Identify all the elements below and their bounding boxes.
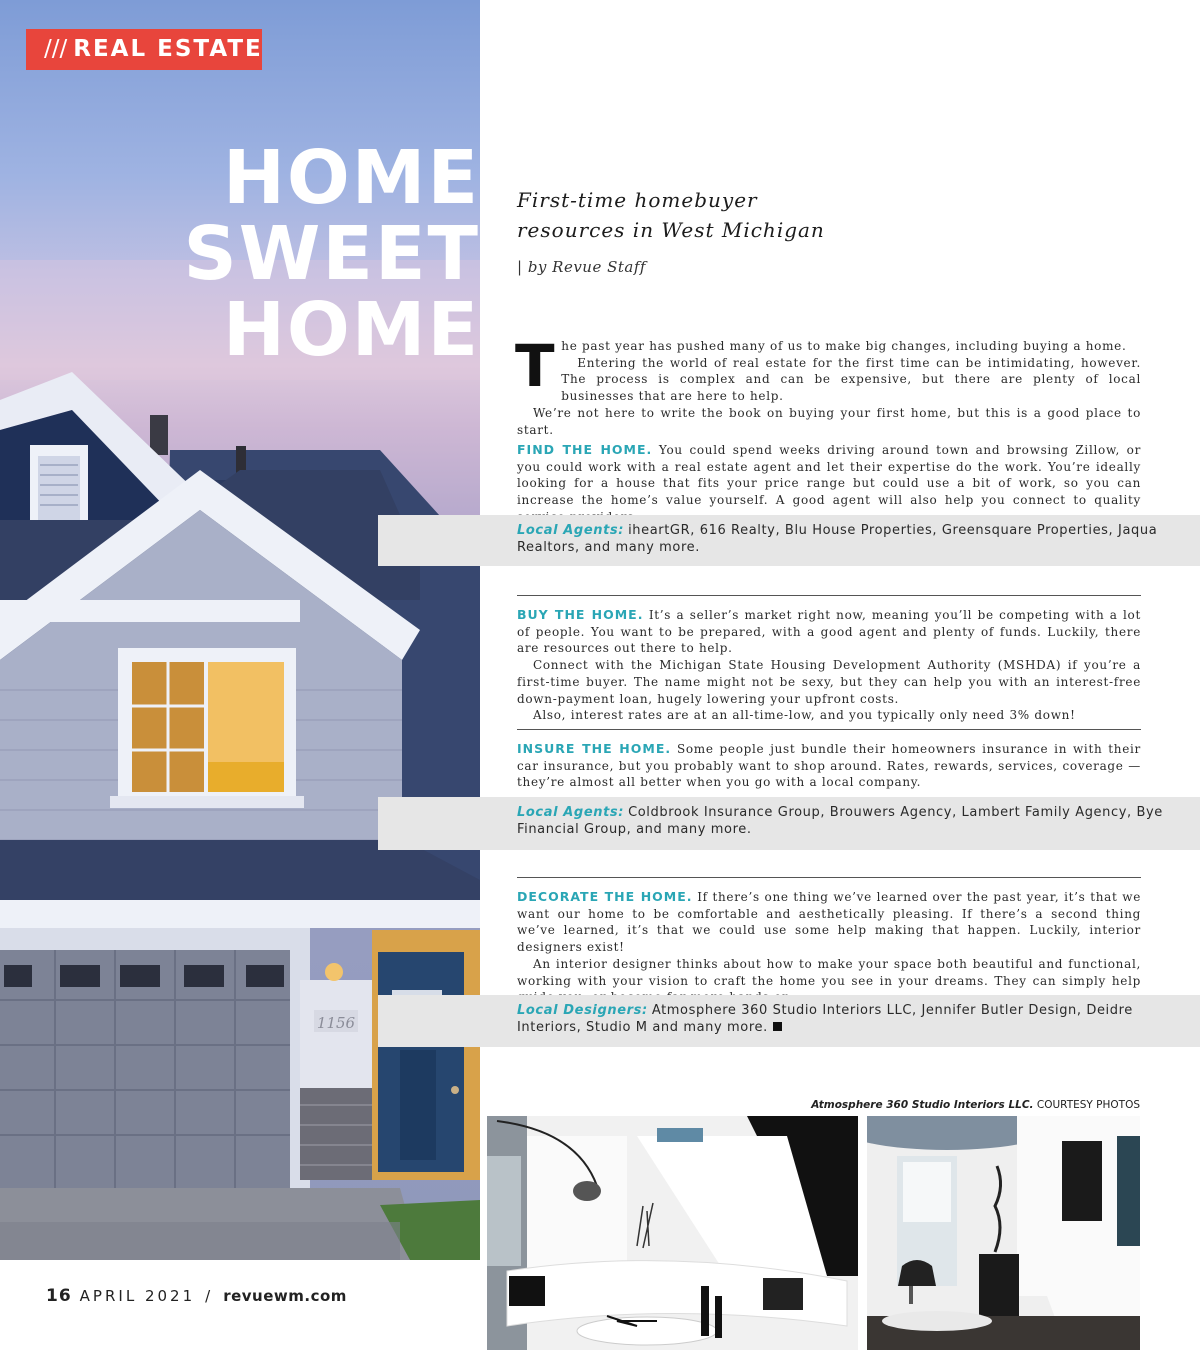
- intro-paragraph-3: We’re not here to write the book on buying your first home, but this is a good place to start.: [517, 405, 1141, 437]
- section-buy-paragraph-1: It’s a seller’s market right now, meaning you’ll be competing with a lot of people. You want to be prepared, with a good agent and plenty of funds. Luckily, there are resources out there to help.: [517, 608, 1141, 656]
- band-label: Local Agents:: [517, 523, 625, 538]
- headline-line-1: HOME: [222, 135, 480, 221]
- subtitle-line-1: First-time homebuyer: [517, 188, 758, 212]
- divider-rule: [517, 595, 1141, 596]
- intro-text: [515, 332, 1141, 438]
- interior-photo-lounge: [867, 1116, 1140, 1350]
- section-decorate-paragraph-2: An interior designer thinks about how to make your space both beautiful and functional, working with your vision to craft the home you see in your dreams. They can simply help: [517, 956, 1141, 988]
- section-buy: [517, 607, 1141, 724]
- section-heading-insure: INSURE THE HOME.: [517, 741, 672, 756]
- house-number: 1156: [316, 1014, 356, 1032]
- band-label: Local Designers:: [517, 1003, 648, 1018]
- drop-cap: T: [515, 332, 556, 400]
- section-heading-decorate: DECORATE THE HOME.: [517, 889, 693, 904]
- website-link[interactable]: revuewm.com: [223, 1287, 347, 1305]
- section-decorate-paragraph-1: If there’s one thing we’ve learned over the past year, it’s that we want our home to be comfortable and aesthetically pleasing. If there’s a second thing we’ve learned, it’s that we could use some help making that happen. Luckily, interior designers exist!: [517, 890, 1141, 955]
- article-subtitle: [517, 185, 937, 245]
- band-text: Coldbrook Insurance Group, Brouwers Agency, Lambert Family Agency, Bye Financial Group, and many more.: [517, 805, 1163, 837]
- interior-photo-living-room: [487, 1116, 858, 1350]
- page-number: 16: [46, 1286, 72, 1306]
- band-label: Local Agents:: [517, 805, 625, 820]
- interior-illustration-2: [867, 1116, 1140, 1350]
- tag-slashes: ///: [44, 36, 68, 62]
- section-insure-paragraph: Some people just bundle their homeowners insurance in with their car insurance, but you probably want to shop around. Rates, rewards, services, coverage — they’re almost all better when you go with a local company.: [517, 742, 1141, 790]
- page-folio: [46, 1286, 347, 1306]
- band-text: iheartGR, 616 Realty, Blu House Properties, Greensquare Properties, Jaqua Realtors, and many more.: [517, 523, 1158, 555]
- intro-paragraph-2: Entering the world of real estate for the first time can be intimidating, however. The process is complex and can be expensive, but there are plenty of local businesses that are here to help.: [561, 355, 1141, 404]
- interior-illustration-1: [487, 1116, 858, 1350]
- tag-label: REAL ESTATE: [73, 36, 263, 62]
- folio-separator: /: [205, 1287, 214, 1305]
- band-text: Atmosphere 360 Studio Interiors LLC, Jennifer Butler Design, Deidre Interiors, Studio M and many more.: [517, 1003, 1133, 1035]
- divider-rule: [517, 877, 1141, 878]
- page-headline: [183, 135, 481, 373]
- section-insure: [517, 741, 1141, 791]
- divider-rule: [517, 729, 1141, 730]
- issue-date: APRIL 2021: [79, 1287, 196, 1305]
- headline-line-3: HOME: [222, 287, 480, 373]
- photo-courtesy: COURTESY PHOTOS: [1033, 1099, 1140, 1111]
- local-agents-band-2: [378, 797, 1200, 850]
- end-square-icon: [773, 1022, 782, 1031]
- section-decorate: [517, 889, 1141, 1006]
- section-heading-find: FIND THE HOME.: [517, 442, 653, 457]
- section-find-paragraph: You could spend weeks driving around town and browsing Zillow, or you could work with a real estate agent and let their expertise do the work. You’re ideally looking for a house that fits your price range but could use a bit of work, so you can increase the home’s value yourself. A good agent will also help you connect to quality: [517, 443, 1141, 508]
- photo-credit: Atmosphere 360 Studio Interiors LLC.: [811, 1099, 1034, 1111]
- local-agents-band-1: [378, 515, 1200, 566]
- headline-line-2: SWEET: [183, 211, 480, 297]
- intro-paragraph-1: he past year has pushed many of us to make big changes, including buying a home.: [561, 339, 1127, 353]
- byline: | by Revue Staff: [517, 258, 646, 276]
- section-buy-paragraph-3: Also, interest rates are at an all-time-low, and you typically only need 3% down!: [533, 708, 1076, 723]
- local-designers-band: [378, 995, 1200, 1047]
- section-find: [517, 442, 1141, 526]
- section-buy-paragraph-2: Connect with the Michigan State Housing Development Authority (MSHDA) if you’re a first-time buyer. The name might not be sexy, but they can help you with an interest-free down-payment loan, hugely lowering your upfront costs.: [517, 658, 1141, 706]
- subtitle-line-2: resources in West Michigan: [517, 218, 825, 242]
- section-tag: [26, 29, 262, 70]
- photo-caption: [487, 1099, 1140, 1111]
- section-heading-buy: BUY THE HOME.: [517, 607, 644, 622]
